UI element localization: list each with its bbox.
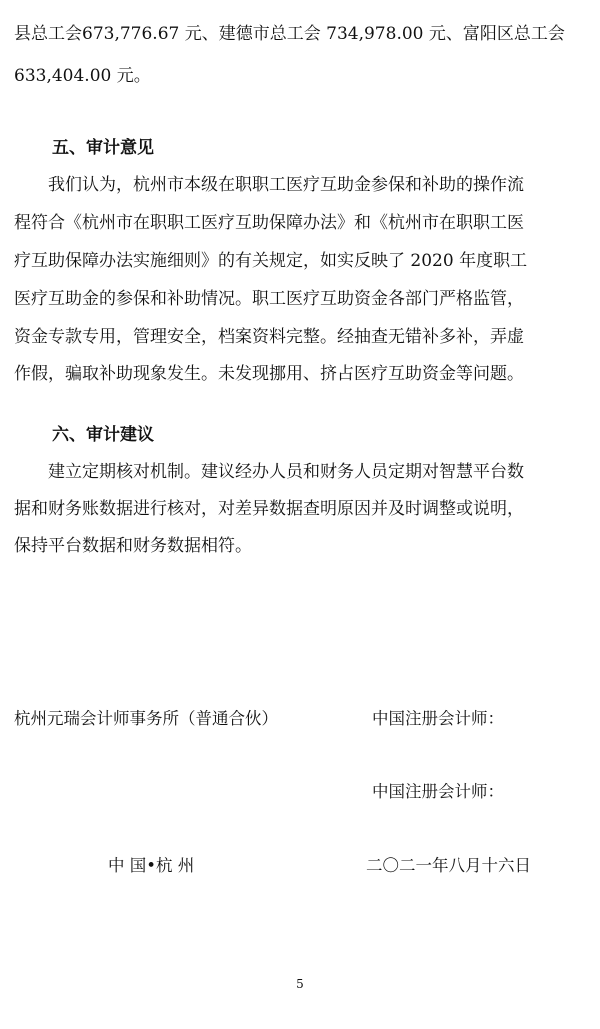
body-text-line: 资金专款专用，管理安全，档案资料完整。经抽查无错补多补，弄虚 [14, 327, 524, 347]
body-text-line: 保持平台数据和财务数据相符。 [14, 536, 252, 556]
page-number: 5 [296, 977, 304, 991]
cpa-signature-label: 中国注册会计师： [372, 782, 504, 801]
section-heading: 五、审计意见 [52, 138, 154, 158]
body-text-line: 医疗互助金的参保和补助情况。职工医疗互助资金各部门严格监管， [14, 289, 524, 309]
location: 中 国•杭 州 [108, 856, 195, 875]
section-heading: 六、审计建议 [52, 425, 154, 445]
cpa-signature-label: 中国注册会计师： [372, 709, 504, 728]
body-text-line: 作假，骗取补助现象发生。未发现挪用、挤占医疗互助资金等问题。 [14, 364, 524, 384]
body-text-line: 程符合《杭州市在职职工医疗互助保障办法》和《杭州市在职职工医 [14, 213, 524, 233]
body-text-line: 疗互助保障办法实施细则》的有关规定，如实反映了 2020 年度职工 [14, 251, 528, 271]
body-text-line: 633,404.00 元。 [14, 66, 151, 86]
body-text-line: 我们认为，杭州市本级在职职工医疗互助金参保和补助的操作流 [48, 175, 524, 195]
report-date: 二〇二一年八月十六日 [366, 856, 531, 875]
body-text-line: 建立定期核对机制。建议经办人员和财务人员定期对智慧平台数 [48, 462, 524, 482]
audit-firm-name: 杭州元瑞会计师事务所（普通合伙） [14, 709, 278, 728]
body-text-line: 县总工会673,776.67 元、建德市总工会 734,978.00 元、富阳区总工会 [14, 24, 565, 44]
body-text-line: 据和财务账数据进行核对，对差异数据查明原因并及时调整或说明， [14, 499, 524, 519]
